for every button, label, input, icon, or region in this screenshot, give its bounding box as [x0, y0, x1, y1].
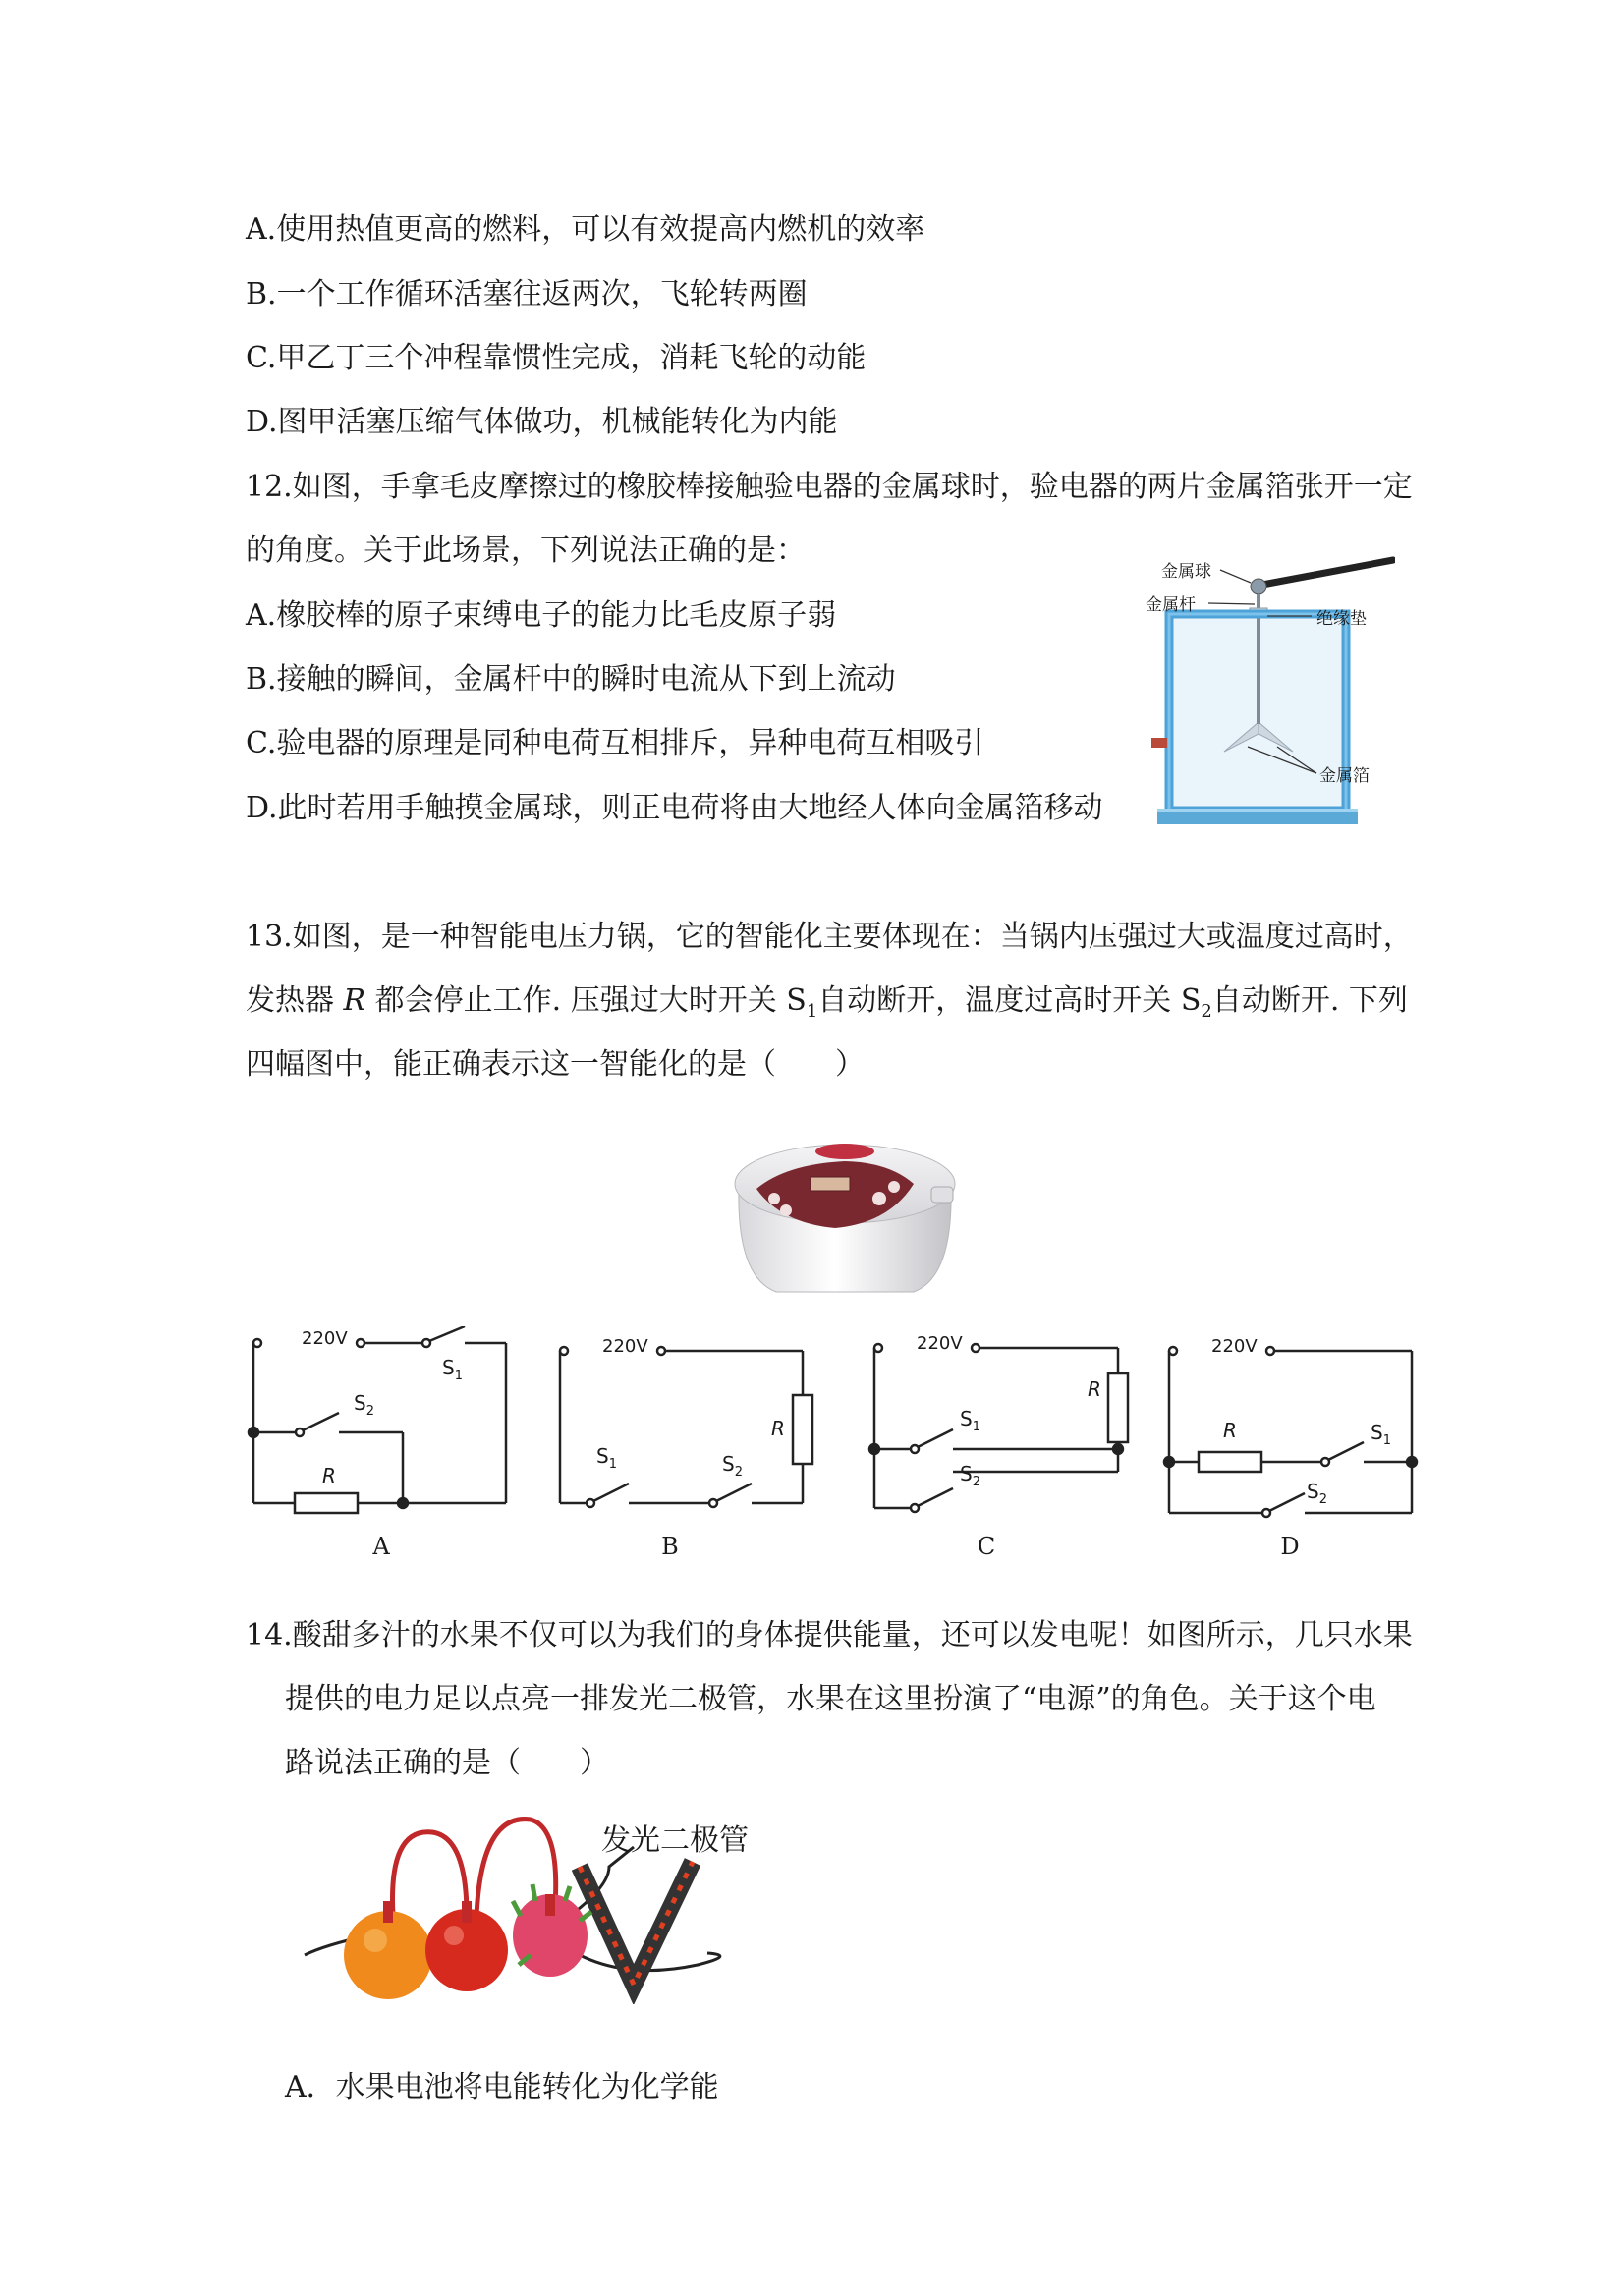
- q11-option-d: D.图甲活塞压缩气体做功，机械能转化为内能: [246, 405, 838, 439]
- q12-option-a: A.橡胶棒的原子束缚电子的能力比毛皮原子弱: [246, 598, 837, 633]
- circuit-b-voltage: 220V: [602, 1336, 648, 1357]
- circuit-diagrams: [241, 1326, 1420, 1557]
- circuit-a-r: R: [322, 1464, 336, 1487]
- circuit-d-s2: $S_2$: [1307, 1480, 1327, 1507]
- q12-option-b: B.接触的瞬间，金属杆中的瞬时电流从下到上流动: [246, 662, 896, 697]
- circuit-c-voltage: 220V: [917, 1333, 963, 1354]
- q13-stem-line2: 发热器 R 都会停止工作. 压强过大时开关 $S_1$自动断开，温度过高时开关 $S_2$自动断开. 下列: [246, 983, 1408, 1022]
- choice-a: A: [372, 1533, 390, 1560]
- choice-c: C: [977, 1533, 996, 1560]
- circuit-d-voltage: 220V: [1211, 1336, 1258, 1357]
- q14-stem-line1: 14.酸甜多汁的水果不仅可以为我们的身体提供能量，还可以发电呢！如图所示，几只水果: [246, 1618, 1413, 1652]
- q13-stem-line3: 四幅图中，能正确表示这一智能化的是（ ）: [246, 1047, 865, 1082]
- q11-option-c: C.甲乙丁三个冲程靠惯性完成，消耗飞轮的动能: [246, 341, 867, 375]
- q12-option-c: C.验电器的原理是同种电荷互相排斥，异种电荷互相吸引: [246, 726, 984, 760]
- q12-option-d: D.此时若用手触摸金属球，则正电荷将由大地经人体向金属箔移动: [246, 791, 1103, 825]
- label-insulating-pad: 绝缘垫: [1316, 609, 1367, 629]
- circuit-b-s2: $S_2$: [722, 1452, 743, 1480]
- label-metal-foil: 金属箔: [1319, 766, 1370, 786]
- circuit-b-r: R: [771, 1417, 785, 1440]
- q14-stem-line3: 路说法正确的是（ ）: [285, 1746, 609, 1780]
- circuit-a-s1: $S_1$: [442, 1356, 463, 1383]
- circuit-d-s1: $S_1$: [1371, 1421, 1391, 1448]
- q12-stem-line2: 的角度。关于此场景，下列说法正确的是：: [246, 533, 806, 568]
- q12-stem-line1: 12.如图，手拿毛皮摩擦过的橡胶棒接触验电器的金属球时，验电器的两片金属箔张开一定: [246, 470, 1413, 504]
- fruit-battery-figure: [285, 1808, 756, 2004]
- circuit-d-r: R: [1223, 1419, 1237, 1442]
- circuit-c-s1: $S_1$: [960, 1407, 980, 1434]
- circuit-a-s2: $S_2$: [354, 1391, 374, 1419]
- circuit-a: [249, 1326, 506, 1513]
- label-metal-rod: 金属杆: [1146, 595, 1196, 615]
- label-metal-ball: 金属球: [1161, 562, 1211, 582]
- q14-stem-line2: 提供的电力足以点亮一排发光二极管，水果在这里扮演了“电源”的角色。关于这个电: [285, 1682, 1376, 1716]
- circuit-a-voltage: 220V: [302, 1328, 348, 1349]
- circuit-c-r: R: [1088, 1377, 1101, 1401]
- q11-option-b: B.一个工作循环活塞往返两次，飞轮转两圈: [246, 277, 808, 311]
- pressure-cooker-image: [717, 1130, 973, 1302]
- q11-option-a: A.使用热值更高的燃料，可以有效提高内燃机的效率: [246, 212, 925, 247]
- circuit-c: [869, 1344, 1128, 1512]
- q14-option-a: A．水果电池将电能转化为化学能: [285, 2070, 719, 2104]
- electroscope-figure: [1130, 545, 1395, 835]
- circuit-c-s2: $S_2$: [960, 1462, 980, 1489]
- choice-d: D: [1280, 1533, 1300, 1560]
- circuit-b-s1: $S_1$: [596, 1444, 617, 1472]
- q13-stem-line1: 13.如图，是一种智能电压力锅，它的智能化主要体现在：当锅内压强过大或温度过高时，: [246, 920, 1413, 954]
- label-led: 发光二极管: [601, 1823, 749, 1858]
- choice-b: B: [661, 1533, 679, 1560]
